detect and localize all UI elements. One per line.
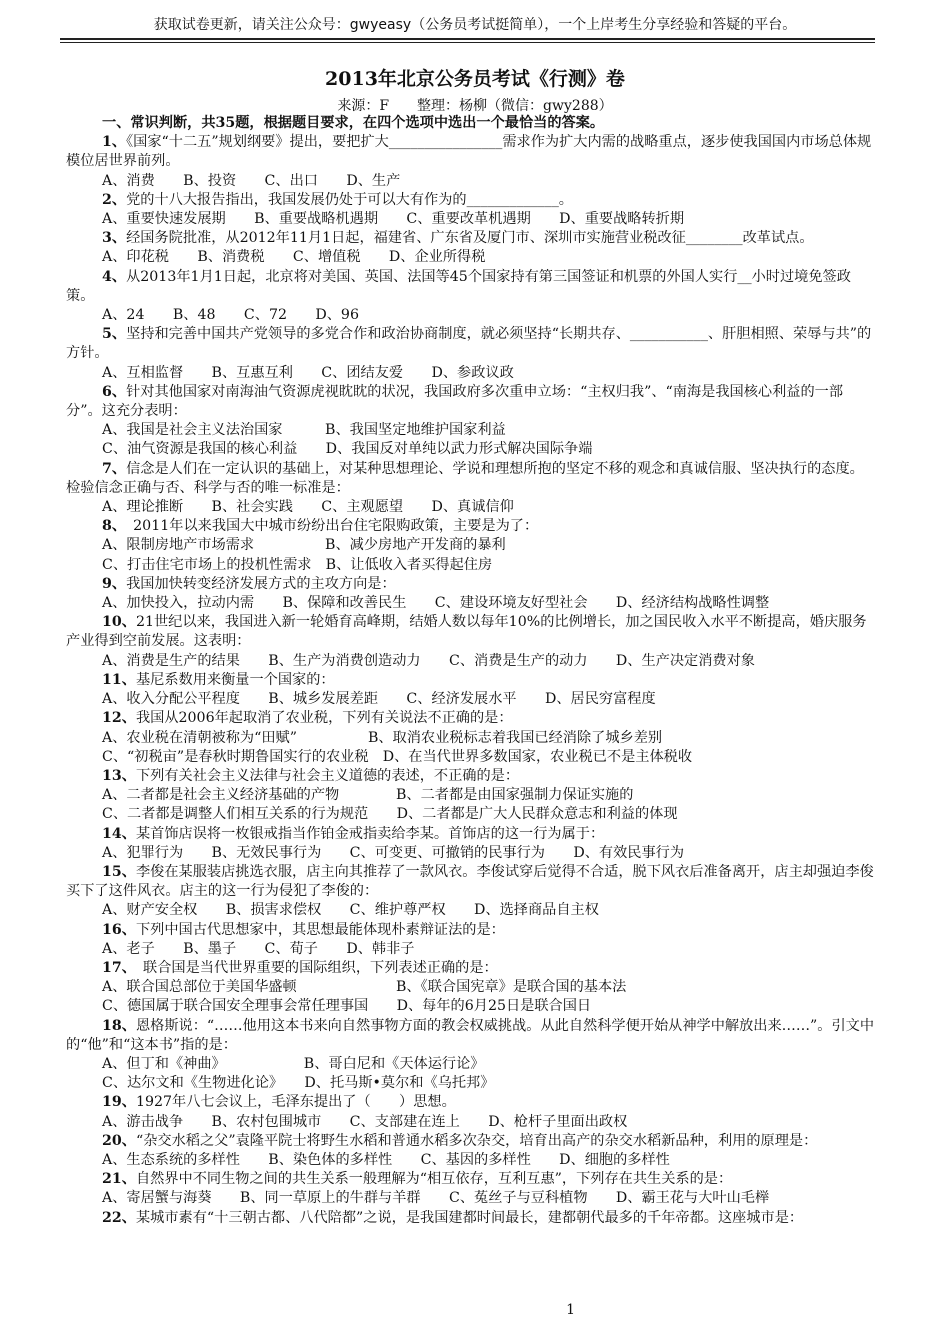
answer-options-line: C、打击住宅市场上的投机性需求 B、让低收入者买得起住房 [102,556,493,573]
question-number: 14、 [102,825,136,842]
question-text: “杂交水稻之父”袁隆平院士将野生水稻和普通水稻多次杂交，培育出高产的杂交水稻新品种，利用的原理是： [135,1132,818,1149]
question-text: 基尼系数用来衡量一个国家的： [135,671,335,688]
answer-options-line: A、但丁和《神曲》 B、哥白尼和《天体运行论》 [102,1055,485,1072]
question-10 [66,613,874,651]
question-text: 某城市素有“十三朝古都、八代陪都”之说，是我国建都时间最长，建都朝代最多的千年帝都。这座城市是： [135,1209,804,1226]
answer-options-line: A、二者都是社会主义经济基础的产物 B、二者都是由国家强制力保证实施的 [102,787,634,804]
question-number: 6、 [102,383,127,400]
answer-options-line: A、互相监督 B、互惠互利 C、团结友爱 D、参政议政 [102,364,514,381]
question-19 [66,1093,874,1112]
question-20 [66,1132,874,1151]
answer-options-line: A、收入分配公平程度 B、城乡发展差距 C、经济发展水平 D、居民穷富程度 [102,691,656,708]
answer-options-line: A、限制房地产市场需求 B、减少房地产开发商的暴利 [102,537,506,554]
question-text: 自然界中不同生物之间的共生关系一般理解为“相互依存，互利互惠”，下列存在共生关系的是： [135,1171,733,1188]
question-12 [66,709,874,728]
question-number: 18、 [102,1017,136,1034]
header-rule [60,38,875,40]
question-4 [66,268,874,306]
question-text: 某首饰店误将一枚银戒指当作铂金戒指卖给李某。首饰店的这一行为属于： [135,825,605,842]
header-rule-thin [60,42,875,43]
question-number: 11、 [102,671,136,688]
answer-options-line: A、犯罪行为 B、无效民事行为 C、可变更、可撤销的民事行为 D、有效民事行为 [102,844,685,861]
question-text: 从2013年1月1日起，北京将对美国、英国、法国等45个国家持有第三国签证和机票的外国人实行__小时过境免签政策。 [66,268,851,304]
answer-options-line: C、二者都是调整人们相互关系的行为规范 D、二者都是广大人民群众意志和利益的体现 [102,806,678,823]
question-8 [66,517,874,536]
question-1 [66,133,874,171]
answer-options-line: A、财产安全权 B、损害求偿权 C、维护尊严权 D、选择商品自主权 [102,902,599,919]
question-text: 21世纪以来，我国进入新一轮婚育高峰期，结婚人数以每年10%的比例增长，加之国民收入水平不断提高，婚庆服务产业得到空前发展。这表明： [66,614,867,650]
question-7 [66,460,874,498]
answer-options-line: C、德国属于联合国安全理事会常任理事国 D、每年的6月25日是联合国日 [102,998,592,1015]
question-number: 16、 [102,921,136,938]
question-14 [66,825,874,844]
question-text: 坚持和完善中国共产党领导的多党合作和政治协商制度，就必须坚持“长期共存、___________、肝胆相照、荣辱与共”的方针。 [66,326,872,362]
question-number: 9、 [102,575,127,592]
question-number: 1、 [102,134,127,151]
question-number: 8、 [102,518,119,535]
question-5 [66,325,874,363]
answer-options-line: C、达尔文和《生物进化论》 D、托马斯•莫尔和《乌托邦》 [102,1075,495,1092]
question-15 [66,863,874,901]
answer-options-line: A、我国是社会主义法治国家 B、我国坚定地维护国家利益 [102,422,506,439]
answer-options-line: A、游击战争 B、农村包围城市 C、支部建在连上 D、枪杆子里面出政权 [102,1113,628,1130]
answer-options-line: A、重要快速发展期 B、重要战略机遇期 C、重要改革机遇期 D、重要战略转折期 [102,211,685,228]
question-21 [66,1170,874,1189]
answer-options-line: A、24 B、48 C、72 D、96 [102,307,359,324]
question-18 [66,1017,874,1055]
question-2 [66,191,874,210]
question-13 [66,767,874,786]
question-number: 2、 [102,191,127,208]
page-title: 2013年北京公务员考试《行测》卷 [325,68,625,90]
source-line: 来源：F 整理：杨柳（微信：gwy288） [337,98,613,114]
question-text: 我国从2006年起取消了农业税，下列有关说法不正确的是： [135,710,513,727]
question-16 [66,921,874,940]
question-number: 17、 [102,959,129,976]
question-number: 7、 [102,460,127,477]
question-number: 10、 [102,614,136,631]
answer-options-line: C、“初税亩”是春秋时期鲁国实行的农业税 D、在当代世界多数国家，农业税已不是主体税收 [102,748,693,765]
question-text: 1927年八七会议上，毛泽东提出了（ ）思想。 [135,1094,456,1111]
answer-options-line: A、生态系统的多样性 B、染色体的多样性 C、基因的多样性 D、细胞的多样性 [102,1151,670,1168]
question-text: 下列中国古代思想家中，其思想最能体现朴素辩证法的是： [135,921,505,938]
answer-options-line: A、印花税 B、消费税 C、增值税 D、企业所得税 [102,249,486,266]
question-3 [66,229,874,248]
question-text: 2011年以来我国大中城市纷纷出台住宅限购政策，主要是为了： [118,518,539,535]
question-22 [66,1209,874,1228]
question-number: 20、 [102,1132,136,1149]
header-banner: 获取试卷更新，请关注公众号：gwyeasy（公务员考试挺简单），一个上岸考生分享经验和答疑的平台。 [153,17,797,33]
question-text: 经国务院批准，从2012年11月1日起，福建省、广东省及厦门市、深圳市实施营业税改征________改革试点。 [126,230,814,247]
answer-options-line: A、农业税在清朝被称为“田赋” B、取消农业税标志着我国已经消除了城乡差别 [102,729,663,746]
question-text: 下列有关社会主义法律与社会主义道德的表述，不正确的是： [135,767,520,784]
answer-options-line: A、加快投入，拉动内需 B、保障和改善民生 C、建设环境友好型社会 D、经济结构战略性调整 [102,595,770,612]
answer-options-line: A、消费 B、投资 C、出口 D、生产 [102,172,401,189]
question-text: 我国加快转变经济发展方式的主攻方向是： [126,575,396,592]
question-list [66,114,874,1228]
question-text: 李俊在某服装店挑选衣服，店主向其推荐了一款风衣。李俊试穿后觉得不合适，脱下风衣后准备离开，店主却强迫李俊买下了这件风衣。店主的这一行为侵犯了李俊的： [66,863,874,900]
question-number: 19、 [102,1094,136,1111]
question-9 [66,575,874,594]
answer-options-line: A、老子 B、墨子 C、荀子 D、韩非子 [102,940,415,957]
question-number: 15、 [102,863,136,880]
question-17 [66,959,874,978]
question-number: 5、 [102,326,127,343]
answer-options-line: A、联合国总部位于美国华盛顿 B、《联合国宪章》是联合国的基本法 [102,979,627,996]
section-heading: 一、常识判断，共35题，根据题目要求，在四个选项中选出一个最恰当的答案。 [102,115,605,131]
question-number: 4、 [102,268,127,285]
question-text: 针对其他国家对南海油气资源虎视眈眈的状况，我国政府多次重申立场：“主权归我”、“南海是我国核心利益的一部分”。这充分表明： [66,383,844,420]
question-text: 信念是人们在一定认识的基础上，对某种思想理论、学说和理想所抱的坚定不移的观念和真诚信服、坚决执行的态度。检验信念正确与否、科学与否的唯一标准是： [66,460,864,496]
answer-options-line: C、油气资源是我国的核心利益 D、我国反对单纯以武力形式解决国际争端 [102,441,593,458]
page-number: 1 [566,1302,575,1318]
question-6 [66,383,874,421]
question-number: 21、 [102,1171,136,1188]
questions-container [66,133,874,1228]
answer-options-line: A、消费是生产的结果 B、生产为消费创造动力 C、消费是生产的动力 D、生产决定消费对象 [102,652,755,669]
question-number: 12、 [102,710,136,727]
question-text: 恩格斯说：“……他用这本书来向自然事物方面的教会权威挑战。从此自然科学便开始从神学中解放出来……”。引文中的“他”和“这本书”指的是： [66,1017,875,1053]
answer-options-line: A、寄居蟹与海葵 B、同一草原上的牛群与羊群 C、菟丝子与豆科植物 D、霸王花与大叶山毛榉 [102,1190,770,1207]
question-11 [66,671,874,690]
question-text: 党的十八大报告指出，我国发展仍处于可以大有作为的_____________。 [126,191,573,208]
answer-options-line: A、理论推断 B、社会实践 C、主观愿望 D、真诚信仰 [102,499,514,516]
question-text: 联合国是当代世界重要的国际组织，下列表述正确的是： [128,959,498,976]
question-text: 《国家“十二五”规划纲要》提出，要把扩大________________需求作为扩大内需的战略重点，逐步使我国国内市场总体规模位居世界前列。 [66,134,872,170]
question-number: 22、 [102,1209,136,1226]
question-number: 13、 [102,767,136,784]
question-number: 3、 [102,230,127,247]
